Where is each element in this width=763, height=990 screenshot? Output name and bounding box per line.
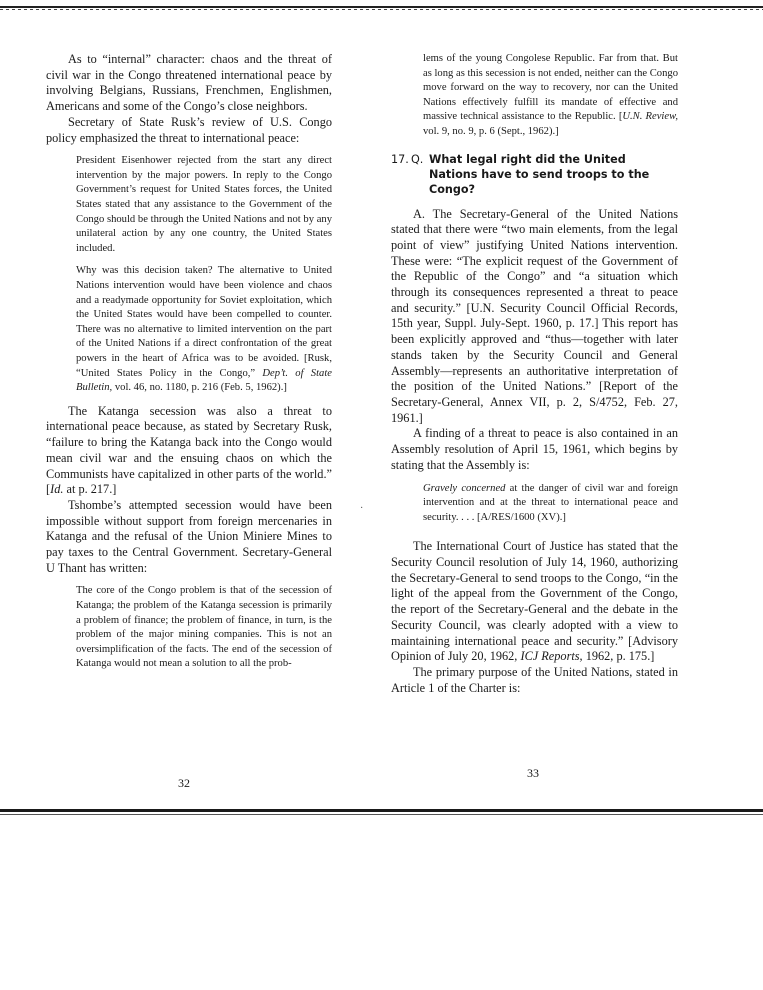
paragraph: As to “internal” character: chaos and the threat of civil war in the Congo threatened international peace by involving Belgians, Russians, Frenchmen, Englishmen, Americans and some of the Congo’s close neighbors. [46,52,332,114]
quote-text: vol. 46, no. 1180, p. 216 (Feb. 5, 1962).] [112,382,287,394]
top-border-dotted-rule [0,9,763,10]
block-quote [76,154,332,396]
top-border-rule [0,6,763,8]
quote-emphasis: Gravely concerned [423,482,506,494]
paragraph: Tshombe’s attempted secession would have been impossible without support from foreign mercenaries in Katanga and the refusal of the Union Miniere Mines to pay taxes to the Central Government. Secretary-General U Thant has written: [46,497,332,575]
block-quote [423,52,678,140]
page-number: 32 [178,776,190,790]
quote-paragraph: President Eisenhower rejected from the start any direct intervention by the major powers. In reply to the Congo Government’s request for United States forces, the United States stated that any assistance to the Government of the Congo should be through the United Nations and not by any unilateral action by any one country, the United States included. [76,155,332,254]
block-quote [423,482,678,526]
paragraph: Secretary of State Rusk’s review of U.S. Congo policy emphasized the threat to international peace: [46,114,332,145]
stray-mark: · [360,503,364,514]
question-heading [391,152,678,197]
quote-paragraph [76,264,332,395]
paragraph-text: The Katanga secession was also a threat to international peace because, as stated by Secretary Rusk, “failure to bring the Katanga back into the Congo would mean civil war and the ensuing chaos on which the Communists have capitalized in other parts of the world.” [ [46,403,332,497]
page-number: 33 [527,766,539,780]
paragraph [46,404,332,498]
paragraph-text: at p. 217.] [63,482,117,497]
paragraph: A finding of a threat to peace is also contained in an Assembly resolution of April 15, 1961, which begins by stating that the Assembly is: [391,426,678,472]
paragraph-text: 1962, p. 175.] [582,649,655,664]
quote-text: Why was this decision taken? The alternative to United Nations intervention would have been violence and chaos and a readymade opportunity for Soviet exploitation, which the United States would have been compelled to counter. There was no alternative to limited intervention on the part of the United Nations if a direct confrontation of the great powers in the heart of Africa was to be avoided. [Rusk, “United States Policy in the Congo,” [76,265,332,379]
paragraph [391,539,678,665]
right-page-column [391,52,678,696]
quote-paragraph [423,52,678,140]
bottom-border-rule [0,809,763,812]
citation-title: U.N. Review, [622,111,678,123]
citation-title: Dep’t. of State Bulletin, [76,367,332,394]
quote-text: lems of the young Congolese Republic. Far from that. But as long as this secession is not ended, neither can the Congo move forward on the way to recovery, nor can the United Nations effectively fulfill its mandate of effective and massive technical assistance to the Republic. [ [423,53,678,123]
question-text: What legal right did the United Nations have to send troops to the Congo? [429,152,650,196]
quote-text: vol. 9, no. 9, p. 6 (Sept., 1962).] [423,125,559,137]
quote-paragraph: The core of the Congo problem is that of the secession of Katanga; the problem of the Katanga secession is primarily a problem of finance; the problem of finance, in turn, is the problem of the major mining companies. This is not an oversimplification of the facts. The end of the secession of Katanga would not mean a solution to all the prob- [76,585,332,670]
paragraph-text: The International Court of Justice has stated that the Security Council resolution of July 14, 1960, authorizing the Secretary-General to send troops to the Congo, “in the light of the appeal from the Government of the Congo, the report of the Secretary-General and the debate in the Security Council, was clearly adopted with a view to maintaining international peace and security.” [Advisory Opinion of July 20, 1962, [391,539,678,664]
left-page-column [46,52,332,680]
quote-text: at the danger of civil war and foreign intervention and at the threat to international peace and security. . . . [A/RES/1600 (XV).] [423,482,678,523]
paragraph: A. The Secretary-General of the United Nations stated that there were “two main elements, from the legal point of view” justifying United Nations intervention. These were: “The explicit request of the Government of the Republic of the Congo” and “a situation which through its consequences represented a threat to peace and security.” [U.N. Security Council Official Records, 15th year, Suppl. July-Sept. 1960, p. 17.] This report has been explicitly approved and “thus—together with later stands taken by the Security Council and General Assembly—represents an authoritative interpretation of the position of the United Nations.” [Report of the Secretary-General, Annex VII, p. 2, S/4752, Feb. 27, 1961.] [391,206,678,425]
block-quote [76,584,332,672]
citation-title: ICJ Reports, [520,649,583,664]
question-label: Q. [411,152,424,166]
bottom-border-thin-rule [0,814,763,815]
quote-paragraph [423,482,678,526]
question-number: 17. [391,152,409,166]
citation-title: Id. [50,482,64,497]
paragraph: The primary purpose of the United Nations, stated in Article 1 of the Charter is: [391,664,678,695]
